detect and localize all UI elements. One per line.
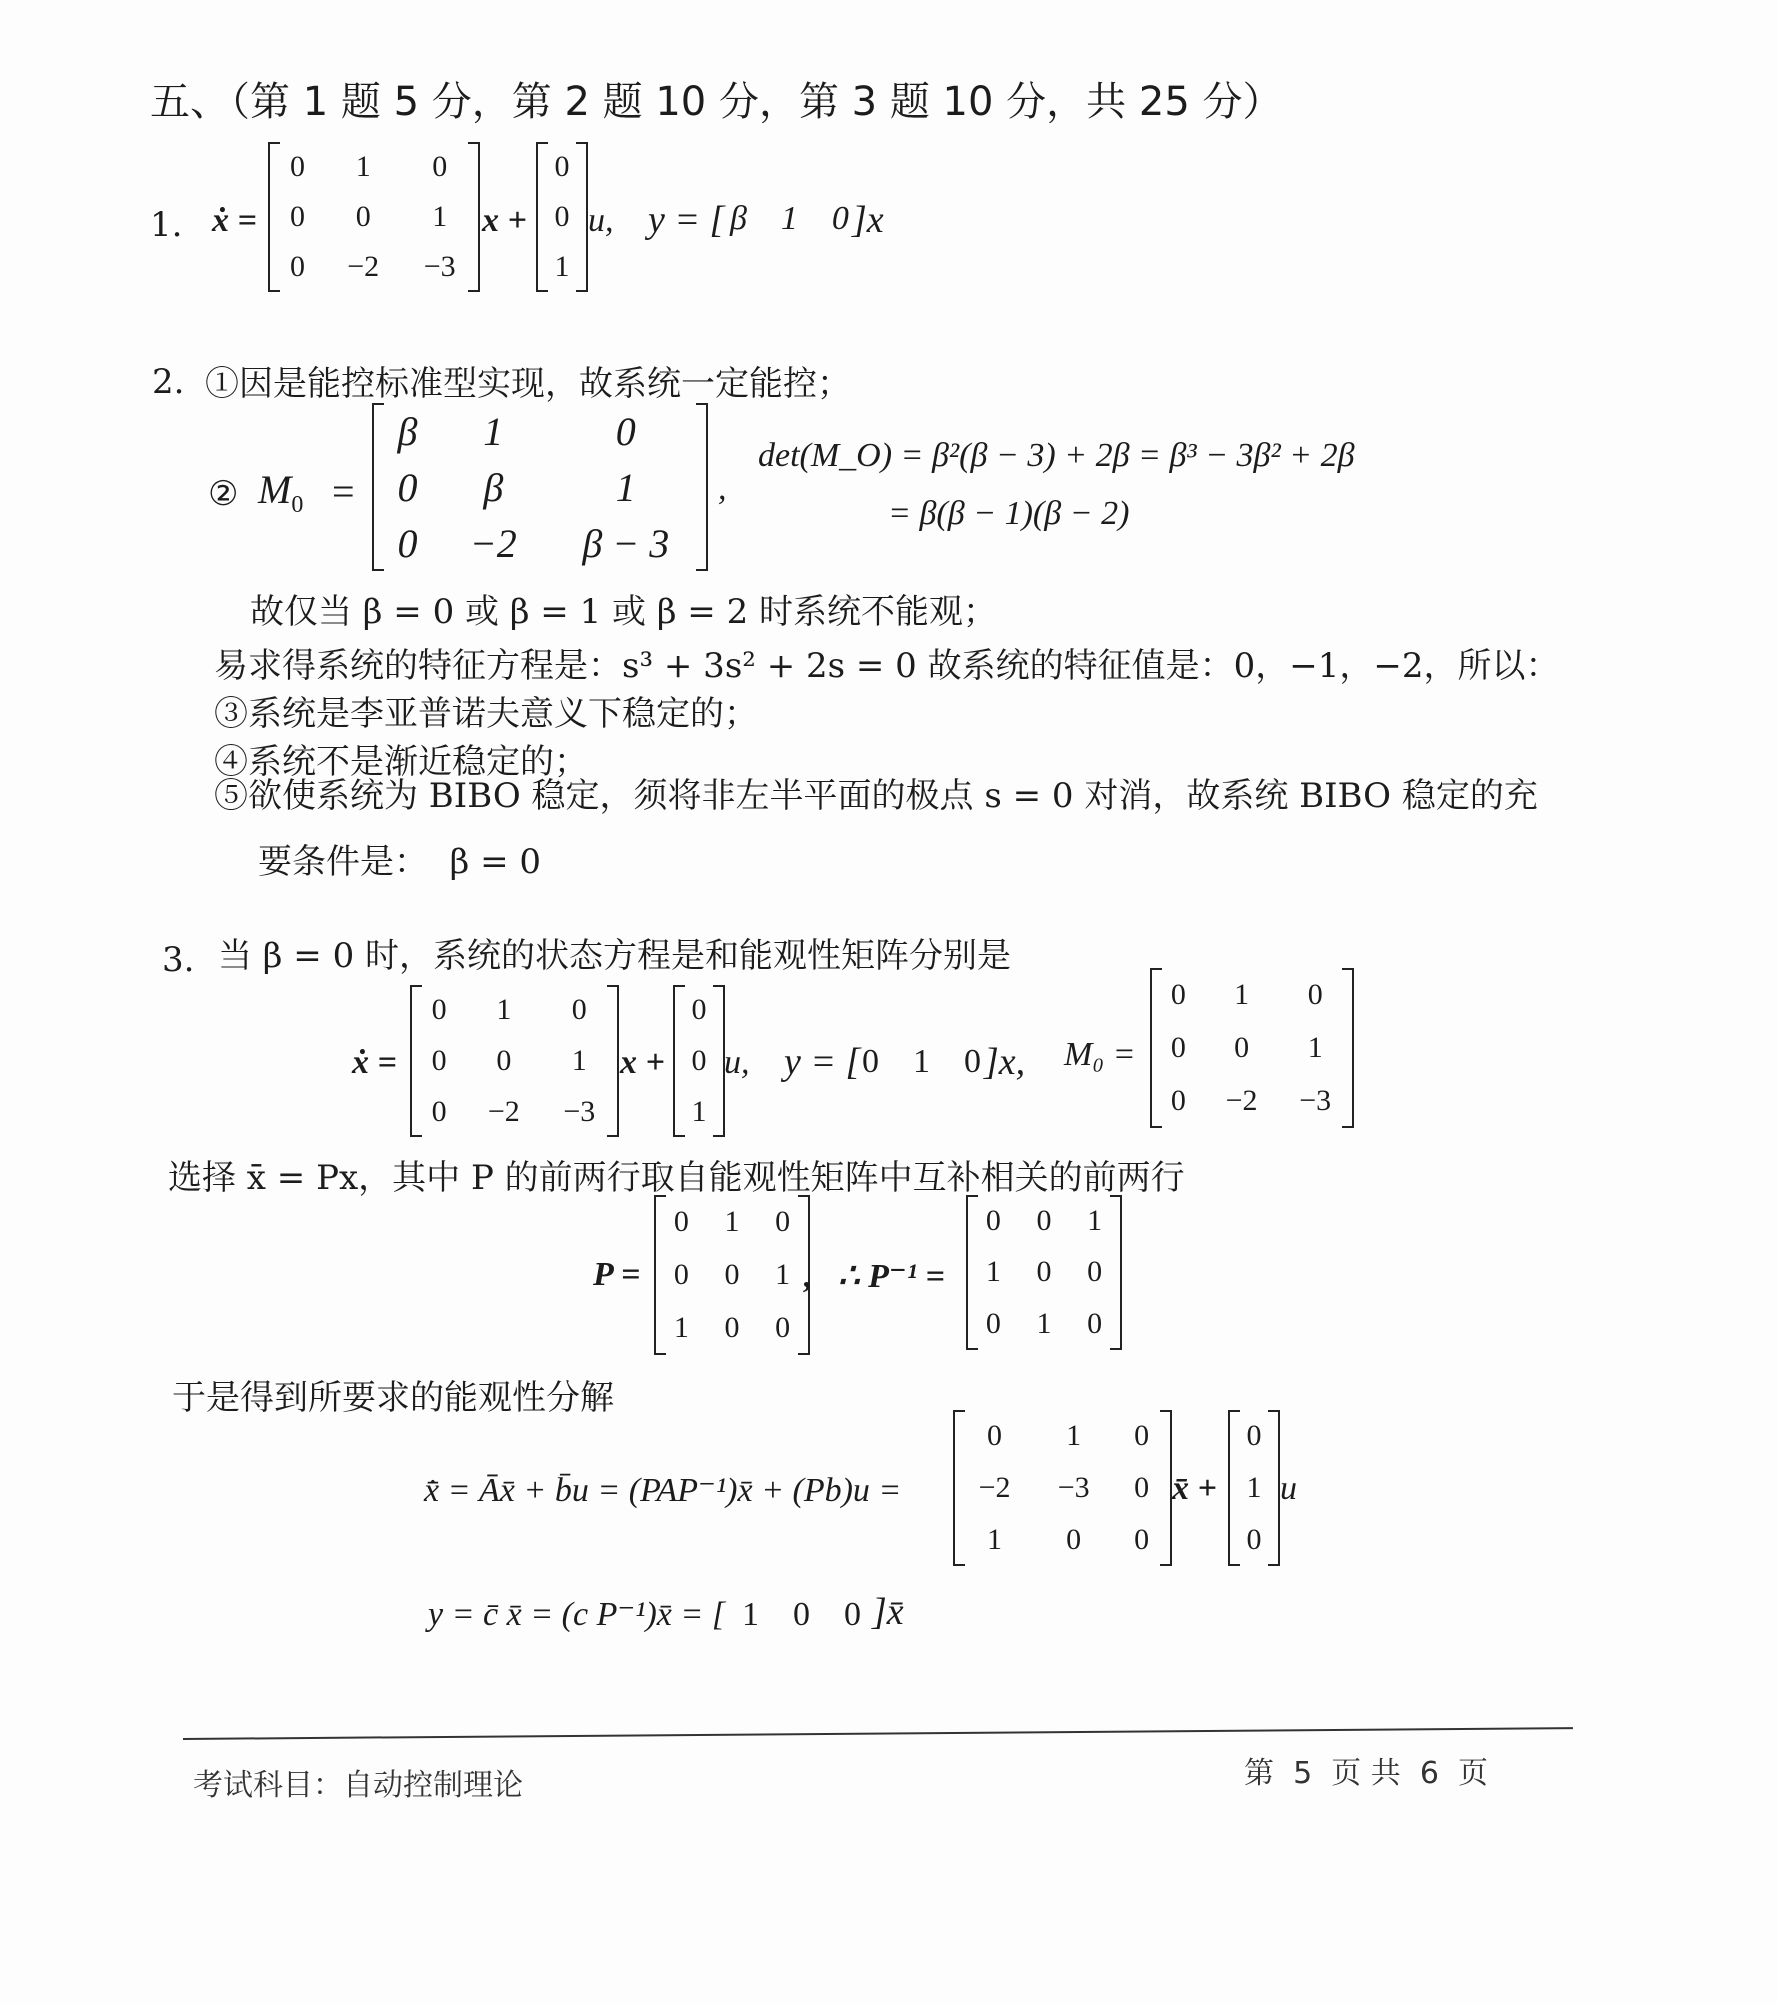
q1-lhs: ẋ = xyxy=(212,202,257,239)
q1-y-lhs: y = [ xyxy=(648,199,725,241)
q3-eq1-mid: x̄ + xyxy=(1172,1470,1217,1507)
q3-pinv-lhs: , ∴ P⁻¹ = xyxy=(804,1258,945,1295)
q3-matrix-bbar: 0 1 0 xyxy=(1228,1410,1280,1566)
q2-line4: 易求得系统的特征方程是：s³ + 3s² + 2s = 0 故系统的特征值是：0，−1，−2，所以： xyxy=(214,646,1560,686)
q3-p-lhs: P = xyxy=(593,1256,641,1293)
q3-eq2-lhs: y = c̄ x̄ = (c P⁻¹)x̄ = [ xyxy=(428,1596,726,1633)
q1-matrix-a: 0 1 0 0 0 1 0 −2 −3 xyxy=(268,142,480,292)
q1-y-rhs: ]x xyxy=(852,199,884,241)
q2-line3: 故仅当 β = 0 或 β = 1 或 β = 2 时系统不能观； xyxy=(250,592,998,632)
q3-matrix-p: 0 1 0 0 0 1 1 0 0 xyxy=(654,1195,810,1355)
q2-line7: ⑤欲使系统为 BIBO 稳定，须将非左半平面的极点 s = 0 对消，故系统 BIBO 稳定的充 xyxy=(214,776,1538,816)
q1-number: 1. xyxy=(150,205,183,245)
footer-subject: 考试科目：自动控制理论 xyxy=(193,1768,523,1803)
q2-matrix-mo: β 1 0 0 β 1 0 −2 β − 3 xyxy=(372,403,708,571)
q3-y-lhs: y = [ xyxy=(784,1041,861,1083)
q3-matrix-abar: 0 1 0 −2 −3 0 1 0 0 xyxy=(953,1410,1172,1566)
q1-mid: x + xyxy=(482,202,527,239)
q2-number: 2. xyxy=(152,362,185,402)
q2-mo-lhs: $M_0$ xyxy=(258,467,304,518)
q3-cbar-row: 1 0 0 xyxy=(742,1596,861,1633)
q3-after-b: u, xyxy=(724,1044,750,1081)
section-heading: 五、（第 1 题 5 分，第 2 题 10 分，第 3 题 10 分，共 25 分） xyxy=(150,79,1283,125)
q3-eq1-lhs: x̄̇ = Āx̄ + b̄u = (PAP⁻¹)x̄ + (Pb)u = xyxy=(424,1472,902,1509)
q3-c-row: 0 1 0 xyxy=(862,1043,981,1080)
q3-number: 3. xyxy=(162,940,195,980)
q2-mark2: ② xyxy=(208,474,239,514)
q3-lhs: ẋ = xyxy=(352,1044,397,1081)
q2-eq: = xyxy=(332,469,355,514)
footer-page: 第 5 页 共 6 页 xyxy=(1244,1756,1488,1791)
q2-det-line2: = β(β − 1)(β − 2) xyxy=(888,495,1130,532)
q3-matrix-a: 0 1 0 0 0 1 0 −2 −3 xyxy=(410,985,619,1137)
footer-rule xyxy=(183,1727,1573,1740)
q3-line1: 当 β = 0 时，系统的状态方程是和能观性矩阵分别是 xyxy=(218,936,1012,976)
q2-line5: ③系统是李亚普诺夫意义下稳定的； xyxy=(214,694,758,734)
q1-after-b: u, xyxy=(588,202,614,239)
q3-eq2-end: ]x̄ xyxy=(872,1591,904,1633)
q3-matrix-b: 0 0 1 xyxy=(673,985,725,1137)
q3-eq1-end: u xyxy=(1280,1470,1297,1507)
q2-line1: ①因是能控标准型实现，故系统一定能控； xyxy=(205,364,851,404)
q1-c-row: β 1 0 xyxy=(730,200,849,237)
q3-matrix-pinv: 0 0 1 1 0 0 0 1 0 xyxy=(966,1195,1122,1350)
q3-mo-lhs: M₀ = xyxy=(1064,1036,1136,1073)
q3-mid: x + xyxy=(620,1044,665,1081)
q2-det-line1: det(M_O) = β²(β − 3) + 2β = β³ − 3β² + 2β xyxy=(758,437,1355,474)
q3-line2: 选择 x̄ = Px，其中 P 的前两行取自能观性矩阵中互补相关的前两行 xyxy=(168,1158,1185,1198)
q3-matrix-mo: 0 1 0 0 0 1 0 −2 −3 xyxy=(1150,968,1354,1128)
q2-comma: , xyxy=(718,470,727,507)
q1-matrix-b: 0 0 1 xyxy=(536,142,588,292)
q3-line3: 于是得到所要求的能观性分解 xyxy=(172,1378,614,1418)
q3-y-rhs: ]x, xyxy=(984,1041,1026,1083)
q2-line8: 要条件是： β = 0 xyxy=(258,842,542,882)
q2-line6: ④系统不是渐近稳定的； xyxy=(214,742,588,782)
